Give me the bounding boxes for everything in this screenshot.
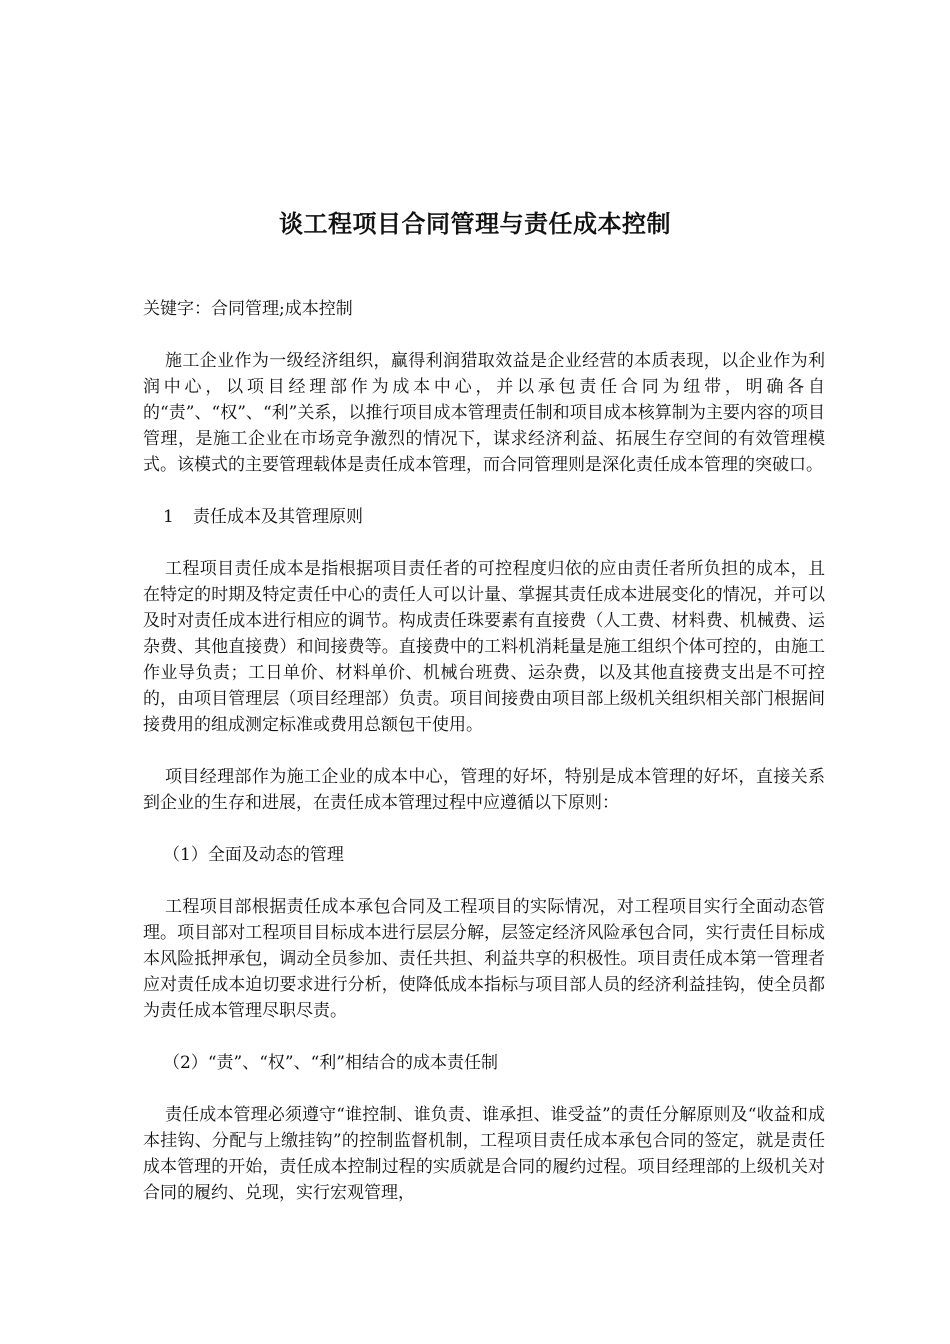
section-number: 1 [163, 507, 174, 527]
document-title: 谈工程项目合同管理与责任成本控制 [279, 209, 671, 238]
section-heading [143, 504, 825, 530]
paragraph-dynamic-management: 工程项目部根据责任成本承包合同及工程项目的实际情况，对工程项目实行全面动态管理。项目部对工程项目目标成本进行层层分解，层签定经济风险承包合同，实行责任目标成本风险抵押承包，调动全员参加、责任共担、利益共享的积极性。项目责任成本第一管理者应对责任成本迫切要求进行分析，使降低成本指标与项目部人员的经济利益挂钩，使全员都为责任成本管理尽职尽责。 [143, 897, 825, 1021]
subheading-responsibility-system: （2）“责”、“权”、“利”相结合的成本责任制 [163, 1053, 498, 1073]
intro-paragraph: 施工企业作为一级经济组织，赢得利润猎取效益是企业经营的本质表现，以企业作为利润中心，以项目经理部作为成本中心，并以承包责任合同为纽带，明确各自的“责”、“权”、“利”关系，以推行项目成本管理责任制和项目成本核算制为主要内容的项目管理，是施工企业在市场竞争激烈的情况下，谋求经济利益、拓展生存空间的有效管理模式。该模式的主要管理载体是责任成本管理，而合同管理则是深化责任成本管理的突破口。 [143, 351, 825, 475]
section-title: 责任成本及其管理原则 [193, 507, 363, 527]
paragraph-responsibility-cost: 工程项目责任成本是指根据项目责任者的可控程度归依的应由责任者所负担的成本，且在特定的时期及特定责任中心的责任人可以计量、掌握其责任成本进展变化的情况，并可以及时对责任成本进行相应的调节。构成责任珠要素有直接费（人工费、材料费、机械费、运杂费、其他直接费）和间接费等。直接费中的工料机消耗量是施工组织个体可控的，由施工作业导负责；工日单价、材料单价、机械台班费、运杂费，以及其他直接费支出是不可控的，由项目管理层（项目经理部）负责。项目间接费由项目部上级机关组织相关部门根据间接费用的组成测定标准或费用总额包干使用。 [143, 559, 825, 735]
subheading-comprehensive: （1）全面及动态的管理 [163, 845, 344, 865]
document-body [143, 296, 825, 1232]
paragraph-cost-control: 责任成本管理必须遵守“谁控制、谁负责、谁承担、谁受益”的责任分解原则及“收益和成本挂钩、分配与上缴挂钩”的控制监督机制，工程项目责任成本承包合同的签定，就是责任成本管理的开始，责任成本控制过程的实质就是合同的履约过程。项目经理部的上级机关对合同的履约、兑现，实行宏观管理， [143, 1105, 825, 1203]
keywords-line: 关键字：合同管理;成本控制 [143, 299, 353, 319]
paragraph-principles: 项目经理部作为施工企业的成本中心，管理的好坏，特别是成本管理的好坏，直接关系到企业的生存和进展，在责任成本管理过程中应遵循以下原则： [143, 767, 825, 813]
